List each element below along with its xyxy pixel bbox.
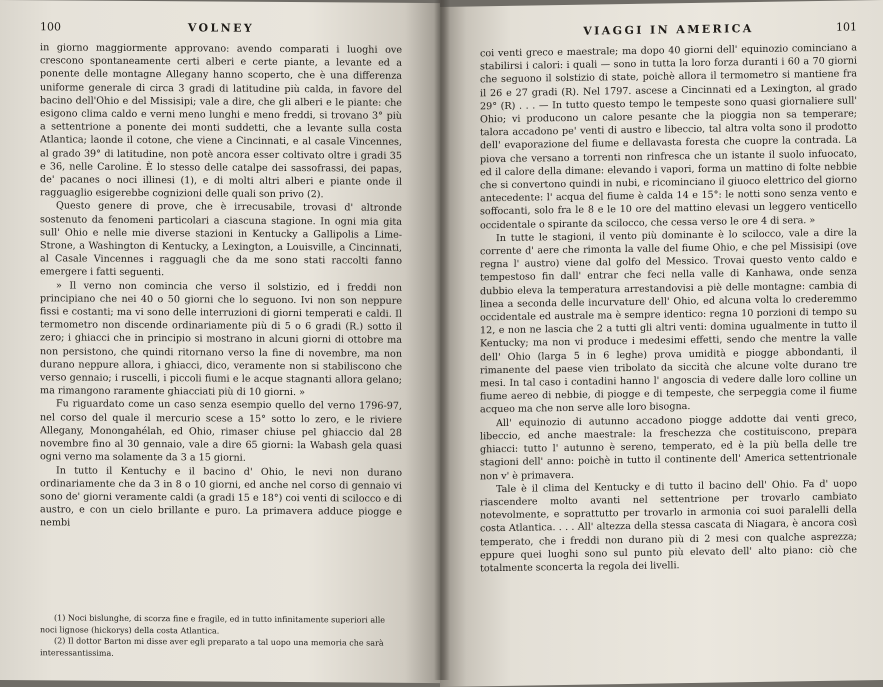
right-body-text: [480, 41, 857, 575]
left-running-title: VOLNEY: [187, 21, 255, 35]
left-paragraph: Fu riguardato come un caso senza esempio quello del verno 1796-97, nel corso del quale il mercurio scese a 15° sotto lo zero, e le riviere Allegany, Monongahélah, ed Ohio, rimaser chiuse pel ghiaccio dal 28 novembre fino al 30 gennaio, vale a dire 65 giorni: la Wabash gela quasi ogni verno ma solamente da 3 a 15 giorni.: [40, 398, 402, 465]
right-running-title: VIAGGI IN AMERICA: [583, 22, 754, 38]
left-page: [0, 0, 440, 683]
left-paragraph: Questo genere di prove, che è irrecusabile, trovasi d' altronde sostenuto da fenomeni particolari a ciascuna stagione. In ogni mia gita sull' Ohio e nelle mie diverse stazioni in Kentucky a Gallipolis a Lime-Strone, a Washington di Kentucky, a Lexington, a Louisville, a Cincinnati, al Casale Vincennes i ragguagli che da me sono stati raccolti fanno emergere i fatti seguenti.: [40, 200, 402, 279]
right-page-number: 101: [836, 20, 857, 34]
right-page: [440, 0, 883, 687]
left-paragraph: In tutto il Kentuchy e il bacino d' Ohio, le nevi non durano ordinariamente che da 3 in 8 o 10 giorni, ed anche nel corso di gennaio vi sono de' giorni veramente caldi (a gradi 15 e 18°) coi venti di scilocco e di austro, e con un cielo brillante e puro. La primavera adduce piogge e nembi: [40, 464, 402, 529]
footnote: (1) Noci bislunghe, di scorza fine e fragile, ed in tutto infinitamente superiori alle noci lignose (hickorys) della costa Atlantica.: [40, 613, 386, 636]
left-running-head: [40, 20, 402, 36]
left-paragraph: » Il verno non comincia che verso il solstizio, ed i freddi non principiano che nei 40 o 50 giorni che lo seguono. Ivi non son neppure fissi e costanti; ma vi sono delle interruzioni di giorni temperati e caldi. Il termometro non discende ordinariamente più di 5 o 6 gradi (R.) sotto il zero; i ghiacci che in principio si mostrano in alcuni giorni di ottobre ma non persistono, che quindi ritornano verso la fine di novembre, ma non durano neppure allora, i ghiacci, dico, veramente non si stabiliscono che verso gennaio; i ruscelli, i piccoli fiumi e le acque stagnanti allora gelano; ma rimangono raramente ghiacciati più di 10 giorni. »: [40, 280, 402, 399]
right-paragraph: All' equinozio di autunno accadono piogge addotte dai venti greco, libeccio, ed anche maestrale: la freschezza che costituiscono, prepara ghiacci: tutto l' autunno è sereno, temperato, ed è la più bella delle tre stagioni dell' anno: poichè in tutto il continente dell' America settentrionale non v' è primavera.: [480, 412, 857, 482]
left-footnotes: [40, 612, 402, 661]
right-paragraph: Tale è il clima del Kentucky e di tutto il bacino dell' Ohio. Fa d' uopo riascendere molto avanti nel settentrione per trovarlo cambiato notevolmente, e soprattutto per trovarlo in armonia coi suoi paralelli della costa Atlantica. . . . All' altezza della stessa cascata di Niagara, è ancora così temperato, che i freddi non durano più di 2 mesi con qualche asprezza; eppure quei luoghi sono sul punto più elevato dell' alto piano: ciò che totalmente sconcerta la regola dei livelli.: [480, 478, 857, 575]
right-running-head: [480, 20, 857, 39]
right-paragraph: coi venti greco e maestrale; ma dopo 40 giorni dell' equinozio cominciano a stabilirsi i calori: i quali — sono in tutta la loro forza duranti i 60 a 70 giorni che seguono il solstizio di state, poichè allora il termometro si mantiene fra il 26 e 27 gradi (R). Nel 1797. ascese a Cincinnati ed a Lexington, al grado 29° (R) . . . — In tutto questo tempo le tempeste sono quasi giornaliere sull' Ohio; vi producono un calore pesante che la pioggia non sa temperare; talora accadono pe' venti di austro e libeccio, tal altra volta sono il prodotto dell' evaporazione del fiume e dellavasta foresta che cuopre la contrada. La piova che versano a torrenti non rinfresca che un istante il suolo infuocato, ed il calore della dimane: elevando i vapori, forma un mattino di folte nebbie che si convertono quindi in nubi, e ricominciano il giuoco elettrico del giorno antecedente: l' acqua del fiume è calda 14 e 15°: le notti sono senza vento e soffocanti, solo fra le 8 e le 10 ore del mattino elevasi un leggero venticello occidentale o spirante da scilocco, che cessa verso le ore 4 di sera. »: [480, 42, 857, 231]
left-body-text: [40, 41, 402, 532]
right-paragraph: In tutte le stagioni, il vento più dominante è lo scilocco, vale a dire la corrente d' aere che rimonta la valle del fiume Ohio, e che pel Missisipi (ove regna l' austro) viene dal golfo del Messico. Trovai questo vento caldo e tempestoso fin dall' entrar che feci nella valle di Kanhawa, onde senza dubbio eleva la temperatura arrestandovisi a piè delle montagne: cambia di linea a seconda delle incurvature dell' Ohio, ed alcuna volta lo crederemmo occidentale ed australe ma è sempre identico: regna 10 porzioni di tempo su 12, e non ne lascia che 2 a tutti gli altri venti: domina ugualmente in tutto il Kentucky; ma non vi produce i medesimi effetti, sendo che mentre la valle dell' Ohio (larga 5 in 6 leghe) prova umidità e piogge abbondanti, il rimanente del paese vien tribolato da siccità che alcune volte durano tre mesi. In tal caso i contadini hanno l' angoscia di vedere dalle loro colline un fiume aereo di nebbie, di piogge e di tempeste, che serpeggia come il fiume acqueo ma che non serve alle loro bisogna.: [480, 227, 857, 416]
left-paragraph: in giorno maggiormente approvano: avendo comparati i luoghi ove crescono spontaneamente certi alberi e certe piante, a levante ed a ponente delle montagne Allegany hanno scoperto, che è una differenza uniforme generale di circa 3 gradi di latitudine più calda, in favore del bacino dell'Ohio e del Missisipi; vale a dire, che gli alberi e le piante: che esigono clima caldo e verni meno lunghi e meno freddi, si trovano 3° più a settentrione a ponente dei monti suddetti, che a levante sulla costa Atlantica; laonde il cotone, che viene a Cincinnati, e al casale Vincennes, al grado 39° di latitudine, non potè ancora esser coltivato oltre i gradi 35 e 36, nelle Caroline. È lo stesso delle catalpe dei sassofrassi, dei papas, de' pacanes o noci illinesi (1), e di molti altri alberi e piante onde il ragguaglio esigerebbe cognizioni delle quali son privo (2).: [40, 42, 402, 201]
footnote: (2) Il dottor Barton mi disse aver egli preparato a tal uopo una memoria che sarà interessantissima.: [40, 636, 384, 658]
left-page-number: 100: [40, 20, 61, 34]
